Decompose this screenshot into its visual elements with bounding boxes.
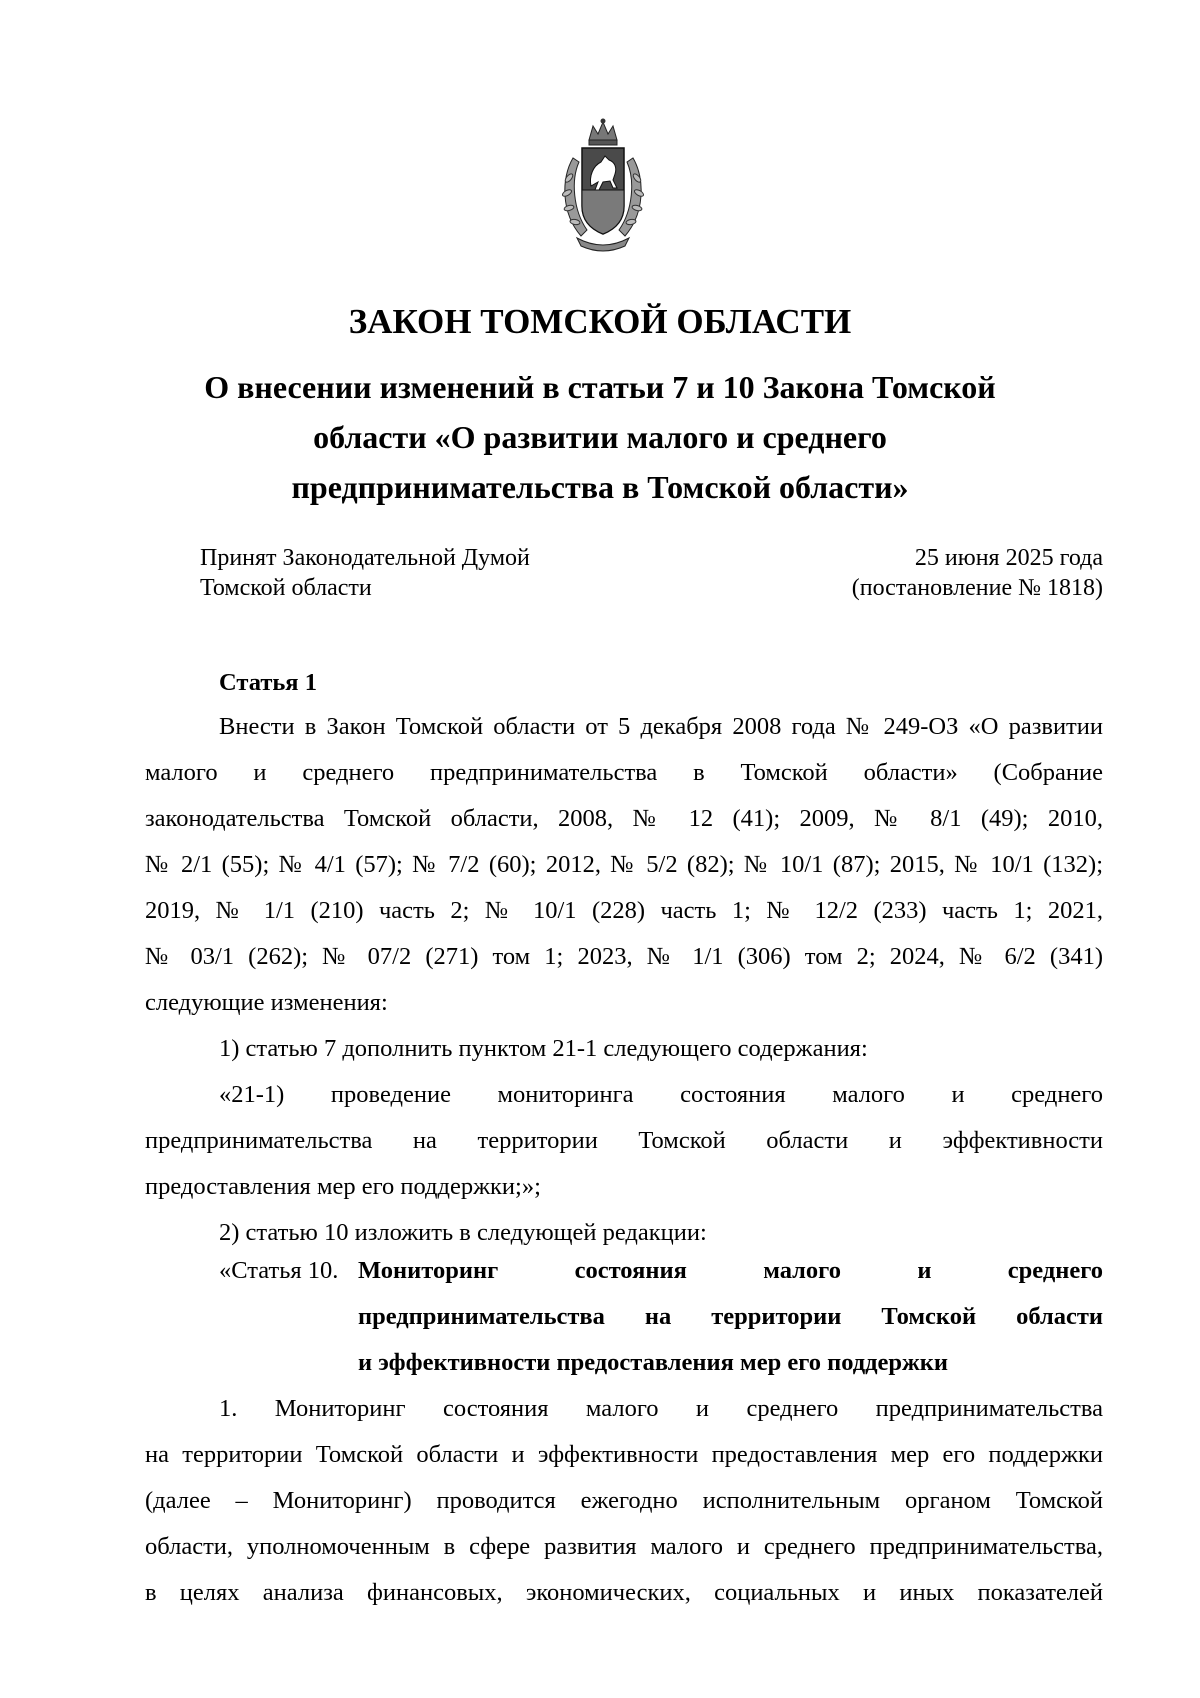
coat-of-arms-icon xyxy=(555,118,651,256)
subtitle-line: предпринимательства в Томской области» xyxy=(291,469,909,505)
article-10-label: «Статья 10. xyxy=(219,1257,339,1284)
subtitle-line: О внесении изменений в статьи 7 и 10 Закона Томской xyxy=(204,369,996,405)
law-title: ЗАКОН ТОМСКОЙ ОБЛАСТИ xyxy=(348,302,852,341)
paragraph-line: № 03/1 (262); № 07/2 (271) том 1; 2023, № 1/1 (306) том 2; 2024, № 6/2 (341) xyxy=(145,943,1103,970)
adopted-by-line: Принят Законодательной Думой xyxy=(200,545,530,571)
adopted-date-line: (постановление № 1818) xyxy=(851,575,1103,601)
paragraph-line: Внести в Закон Томской области от 5 декабря 2008 года № 249-ОЗ «О развитии xyxy=(219,713,1103,740)
law-subtitle xyxy=(170,362,1030,512)
paragraph-line: малого и среднего предпринимательства в Томской области» (Собрание xyxy=(145,759,1103,786)
adopted-date xyxy=(852,543,1103,603)
article-1-intro xyxy=(145,704,1103,1256)
article-1-heading: Статья 1 xyxy=(219,669,317,696)
paragraph-line: законодательства Томской области, 2008, № 12 (41); 2009, № 8/1 (49); 2010, xyxy=(145,805,1103,832)
paragraph-line: области, уполномоченным в сфере развития малого и среднего предпринимательства, xyxy=(145,1533,1103,1560)
paragraph-line: № 2/1 (55); № 4/1 (57); № 7/2 (60); 2012, № 5/2 (82); № 10/1 (87); 2015, № 10/1 (132); xyxy=(145,851,1103,878)
paragraph-line: 1. Мониторинг состояния малого и среднего предпринимательства xyxy=(219,1395,1103,1422)
paragraph-line: на территории Томской области и эффективности предоставления мер его поддержки xyxy=(145,1441,1103,1468)
subtitle-line: области «О развитии малого и среднего xyxy=(313,419,887,455)
paragraph-line: следующие изменения: xyxy=(145,989,388,1016)
amendment-item-1: 1) статью 7 дополнить пунктом 21-1 следующего содержания: xyxy=(219,1035,868,1062)
adopted-by-line: Томской области xyxy=(200,575,372,601)
amendment-item-2: 2) статью 10 изложить в следующей редакции: xyxy=(219,1219,707,1246)
quote-line: предпринимательства на территории Томской области и эффективности xyxy=(145,1127,1103,1154)
adopted-date-line: 25 июня 2025 года xyxy=(914,545,1103,571)
article-10-title-line: Мониторинг состояния малого и среднего xyxy=(358,1257,1103,1284)
article-10-title xyxy=(358,1248,1103,1386)
adopted-by xyxy=(200,543,530,603)
paragraph-line: 2019, № 1/1 (210) часть 2; № 10/1 (228) часть 1; № 12/2 (233) часть 1; 2021, xyxy=(145,897,1103,924)
article-10-title-line: и эффективности предоставления мер его поддержки xyxy=(358,1349,949,1376)
article-10-title-line: предпринимательства на территории Томской области xyxy=(358,1303,1103,1330)
quote-line: «21-1) проведение мониторинга состояния малого и среднего xyxy=(219,1081,1103,1108)
article-10-paragraph-1 xyxy=(145,1386,1103,1616)
paragraph-line: в целях анализа финансовых, экономических, социальных и иных показателей xyxy=(145,1579,1103,1606)
quote-line: предоставления мер его поддержки;»; xyxy=(145,1173,541,1200)
paragraph-line: (далее – Мониторинг) проводится ежегодно исполнительным органом Томской xyxy=(145,1487,1103,1514)
